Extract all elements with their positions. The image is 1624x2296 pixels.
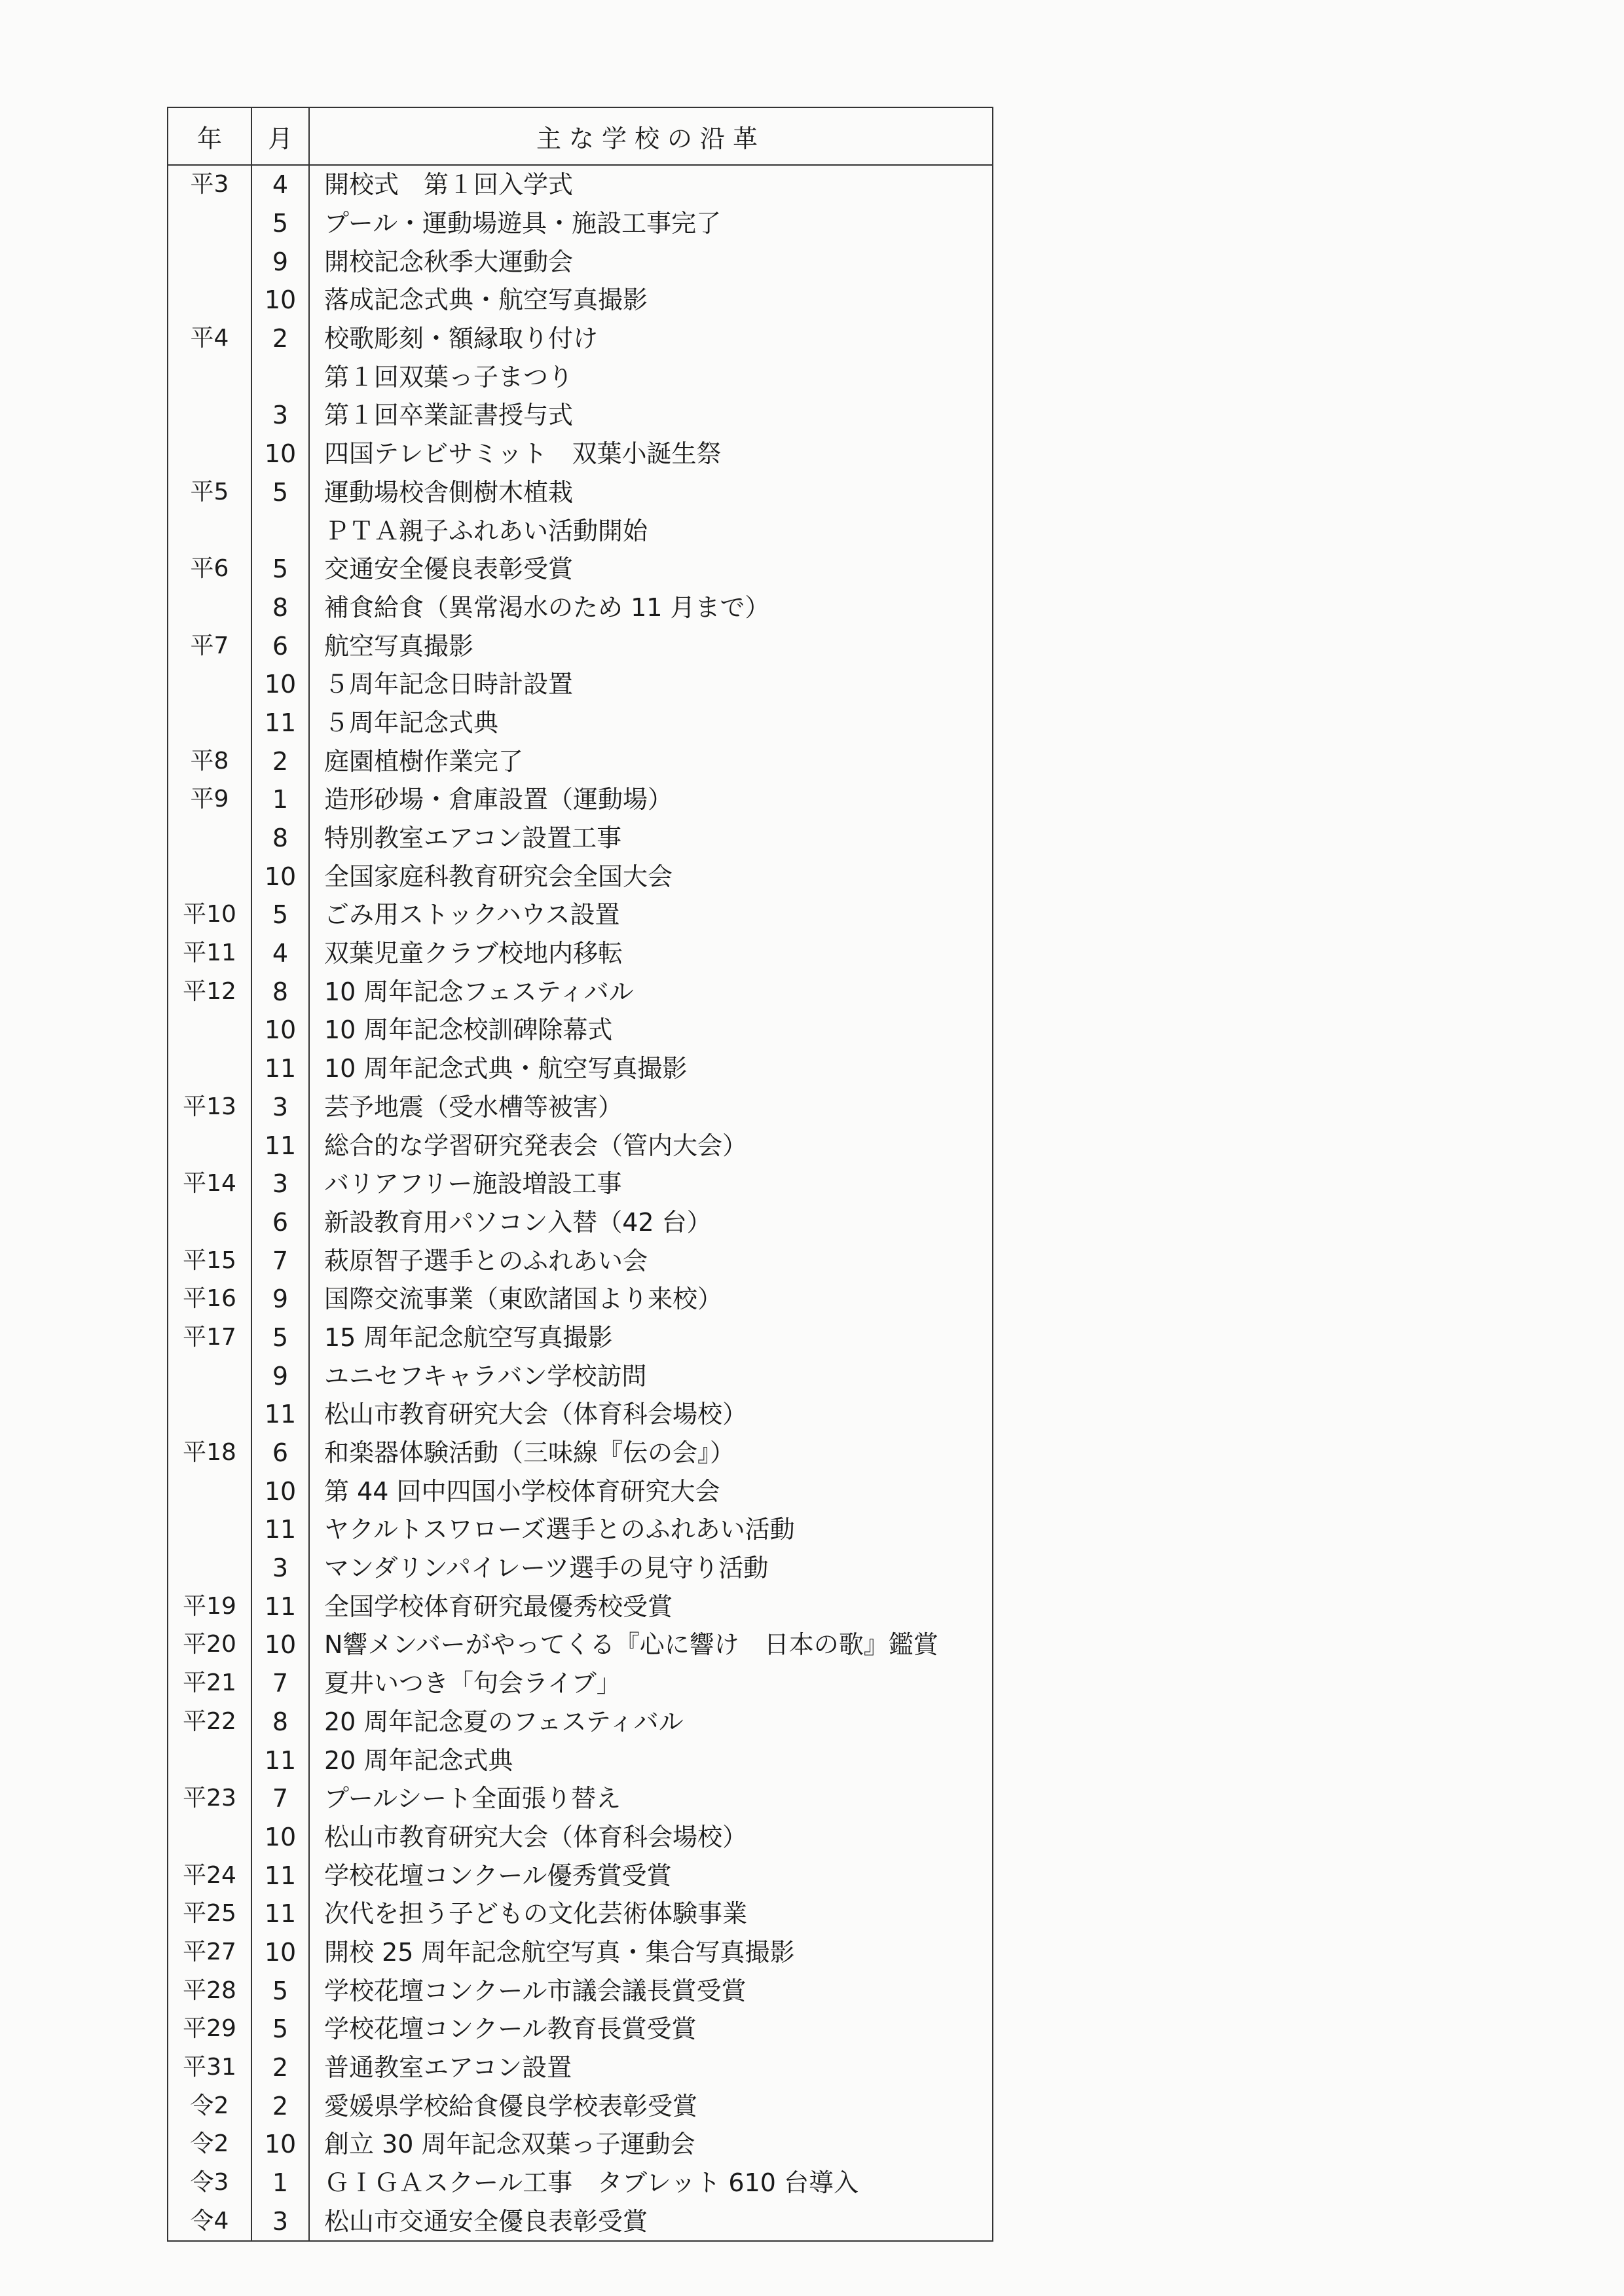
year-cell: 平15 bbox=[183, 1247, 236, 1274]
year-cell: 平19 bbox=[183, 1592, 236, 1620]
year-cell: 平9 bbox=[190, 786, 229, 813]
table-row bbox=[168, 1703, 993, 1741]
event-cell: 新設教育用パソコン入替（42 台） bbox=[309, 1203, 993, 1242]
year-cell: 平25 bbox=[183, 1900, 236, 1927]
year-cell: 平18 bbox=[183, 1439, 236, 1467]
event-cell: 航空写真撮影 bbox=[309, 627, 993, 665]
table-row bbox=[168, 165, 993, 204]
school-history-table bbox=[167, 107, 993, 2242]
year-cell bbox=[168, 1126, 251, 1165]
month-cell: 10 bbox=[251, 1818, 309, 1857]
event-cell: プールシート全面張り替え bbox=[309, 1779, 993, 1818]
year-cell: 平8 bbox=[190, 747, 229, 774]
month-cell: 2 bbox=[251, 2086, 309, 2125]
year-cell bbox=[168, 357, 251, 396]
year-cell: 平11 bbox=[183, 939, 236, 967]
year-cell bbox=[168, 857, 251, 896]
table-row bbox=[168, 1779, 993, 1818]
event-cell: N響メンバーがやってくる『心に響け 日本の歌』鑑賞 bbox=[309, 1626, 993, 1664]
table-row bbox=[168, 1434, 993, 1472]
table-row bbox=[168, 819, 993, 858]
year-cell bbox=[168, 1818, 251, 1857]
year-cell bbox=[168, 396, 251, 435]
event-cell: 開校式 第１回入学式 bbox=[309, 165, 993, 204]
table-row bbox=[168, 242, 993, 281]
event-cell: 萩原智子選手とのふれあい会 bbox=[309, 1241, 993, 1280]
month-cell: 2 bbox=[251, 319, 309, 358]
month-cell: 10 bbox=[251, 281, 309, 319]
event-cell: 愛媛県学校給食優良学校表彰受賞 bbox=[309, 2086, 993, 2125]
year-cell: 平31 bbox=[183, 2054, 236, 2081]
table-row bbox=[168, 319, 993, 358]
event-cell: 双葉児童クラブ校地内移転 bbox=[309, 934, 993, 973]
year-cell bbox=[168, 281, 251, 319]
event-cell: ５周年記念式典 bbox=[309, 704, 993, 742]
year-cell: 平28 bbox=[183, 1977, 236, 2004]
year-cell bbox=[168, 511, 251, 550]
month-cell: 4 bbox=[251, 165, 309, 204]
month-cell: 10 bbox=[251, 857, 309, 896]
month-cell: 10 bbox=[251, 1011, 309, 1049]
event-cell: 全国学校体育研究最優秀校受賞 bbox=[309, 1587, 993, 1626]
month-cell: 10 bbox=[251, 665, 309, 704]
year-cell: 平5 bbox=[190, 478, 229, 505]
year-cell: 平23 bbox=[183, 1785, 236, 1812]
year-cell: 令2 bbox=[190, 2130, 229, 2158]
event-cell: 総合的な学習研究発表会（管内大会） bbox=[309, 1126, 993, 1165]
event-cell: ヤクルトスワローズ選手とのふれあい活動 bbox=[309, 1510, 993, 1549]
event-cell: 20 周年記念式典 bbox=[309, 1741, 993, 1779]
month-cell: 4 bbox=[251, 934, 309, 973]
event-cell: 運動場校舎側樹木植栽 bbox=[309, 473, 993, 512]
month-cell: 11 bbox=[251, 1049, 309, 1088]
table-row bbox=[168, 473, 993, 512]
table-row bbox=[168, 1126, 993, 1165]
year-cell: 平6 bbox=[190, 555, 229, 583]
year-cell bbox=[168, 819, 251, 858]
month-cell: 6 bbox=[251, 1434, 309, 1472]
table-row bbox=[168, 281, 993, 319]
table-row bbox=[168, 1587, 993, 1626]
table-row bbox=[168, 396, 993, 435]
table-row bbox=[168, 1856, 993, 1895]
event-cell: 学校花壇コンクール教育長賞受賞 bbox=[309, 2010, 993, 2049]
month-cell: 2 bbox=[251, 2049, 309, 2087]
table-row bbox=[168, 589, 993, 627]
year-cell bbox=[168, 1357, 251, 1395]
month-cell: 6 bbox=[251, 1203, 309, 1242]
event-cell: 創立 30 周年記念双葉っ子運動会 bbox=[309, 2125, 993, 2164]
table-row bbox=[168, 857, 993, 896]
year-cell bbox=[168, 1549, 251, 1588]
event-cell: 四国テレビサミット 双葉小誕生祭 bbox=[309, 435, 993, 473]
month-cell: 11 bbox=[251, 1395, 309, 1434]
month-cell: 5 bbox=[251, 1971, 309, 2010]
event-cell: 第 44 回中四国小学校体育研究大会 bbox=[309, 1472, 993, 1510]
month-cell: 5 bbox=[251, 896, 309, 934]
event-cell: 校歌彫刻・額縁取り付け bbox=[309, 319, 993, 358]
year-cell bbox=[168, 1203, 251, 1242]
month-cell: 10 bbox=[251, 435, 309, 473]
table-row bbox=[168, 1395, 993, 1434]
month-cell: 8 bbox=[251, 589, 309, 627]
year-cell: 平16 bbox=[183, 1285, 236, 1313]
month-cell: 9 bbox=[251, 1357, 309, 1395]
year-cell: 平27 bbox=[183, 1938, 236, 1965]
month-cell: 9 bbox=[251, 242, 309, 281]
year-cell bbox=[168, 1510, 251, 1549]
table-row bbox=[168, 1319, 993, 1357]
event-cell: 特別教室エアコン設置工事 bbox=[309, 819, 993, 858]
year-cell bbox=[168, 204, 251, 243]
year-cell bbox=[168, 1011, 251, 1049]
event-cell: 和楽器体験活動（三味線『伝の会』） bbox=[309, 1434, 993, 1472]
event-cell: 造形砂場・倉庫設置（運動場） bbox=[309, 780, 993, 819]
month-cell: 8 bbox=[251, 1703, 309, 1741]
event-cell: 開校 25 周年記念航空写真・集合写真撮影 bbox=[309, 1933, 993, 1972]
month-cell: 1 bbox=[251, 780, 309, 819]
month-cell: 11 bbox=[251, 1741, 309, 1779]
month-cell: 3 bbox=[251, 1088, 309, 1127]
year-cell: 令3 bbox=[190, 2169, 229, 2196]
event-cell: 国際交流事業（東欧諸国より来校） bbox=[309, 1280, 993, 1319]
event-cell: 10 周年記念フェスティバル bbox=[309, 972, 993, 1011]
year-cell: 令2 bbox=[190, 2092, 229, 2119]
event-cell: 学校花壇コンクール市議会議長賞受賞 bbox=[309, 1971, 993, 2010]
event-cell: プール・運動場遊具・施設工事完了 bbox=[309, 204, 993, 243]
month-cell: 2 bbox=[251, 742, 309, 780]
month-cell: 11 bbox=[251, 1510, 309, 1549]
year-cell: 平21 bbox=[183, 1669, 236, 1697]
month-cell: 6 bbox=[251, 627, 309, 665]
table-row bbox=[168, 1549, 993, 1588]
year-cell: 令4 bbox=[190, 2207, 229, 2234]
year-cell bbox=[168, 435, 251, 473]
event-cell: ＰＴＡ親子ふれあい活動開始 bbox=[309, 511, 993, 550]
table-row bbox=[168, 1049, 993, 1088]
event-cell: 開校記念秋季大運動会 bbox=[309, 242, 993, 281]
month-cell: 5 bbox=[251, 204, 309, 243]
event-cell: 落成記念式典・航空写真撮影 bbox=[309, 281, 993, 319]
month-cell: 5 bbox=[251, 1319, 309, 1357]
event-cell: 松山市交通安全優良表彰受賞 bbox=[309, 2202, 993, 2241]
table-row bbox=[168, 1818, 993, 1857]
year-cell bbox=[168, 1741, 251, 1779]
table-row bbox=[168, 1933, 993, 1972]
event-cell: 全国家庭科教育研究会全国大会 bbox=[309, 857, 993, 896]
event-cell: 芸予地震（受水槽等被害） bbox=[309, 1088, 993, 1127]
event-cell: ユニセフキャラバン学校訪問 bbox=[309, 1357, 993, 1395]
event-cell: 補食給食（異常渇水のため 11 月まで） bbox=[309, 589, 993, 627]
year-cell: 平22 bbox=[183, 1707, 236, 1735]
table-row bbox=[168, 780, 993, 819]
table-row bbox=[168, 972, 993, 1011]
month-cell: 3 bbox=[251, 1549, 309, 1588]
month-cell: 11 bbox=[251, 1895, 309, 1933]
month-cell: 11 bbox=[251, 1126, 309, 1165]
month-cell: 8 bbox=[251, 819, 309, 858]
table-row bbox=[168, 1241, 993, 1280]
event-cell: ごみ用ストックハウス設置 bbox=[309, 896, 993, 934]
table-row bbox=[168, 2010, 993, 2049]
month-cell: 7 bbox=[251, 1779, 309, 1818]
year-cell: 平29 bbox=[183, 2015, 236, 2043]
event-cell: 10 周年記念校訓碑除幕式 bbox=[309, 1011, 993, 1049]
year-cell: 平20 bbox=[183, 1631, 236, 1658]
event-cell: 10 周年記念式典・航空写真撮影 bbox=[309, 1049, 993, 1088]
table-row bbox=[168, 2049, 993, 2087]
month-cell: 9 bbox=[251, 1280, 309, 1319]
year-cell bbox=[168, 665, 251, 704]
table-row bbox=[168, 1165, 993, 1203]
table-row bbox=[168, 2164, 993, 2202]
year-cell: 平3 bbox=[190, 171, 229, 198]
year-cell: 平24 bbox=[183, 1861, 236, 1889]
month-cell: 8 bbox=[251, 972, 309, 1011]
table-row bbox=[168, 1741, 993, 1779]
year-cell: 平7 bbox=[190, 632, 229, 659]
month-cell: 7 bbox=[251, 1664, 309, 1703]
table-row bbox=[168, 742, 993, 780]
month-cell: 5 bbox=[251, 473, 309, 512]
event-cell: 15 周年記念航空写真撮影 bbox=[309, 1319, 993, 1357]
event-cell: 次代を担う子どもの文化芸術体験事業 bbox=[309, 1895, 993, 1933]
event-cell: ＧＩＧＡスクール工事 タブレット 610 台導入 bbox=[309, 2164, 993, 2202]
table-row bbox=[168, 1203, 993, 1242]
month-cell: 10 bbox=[251, 1472, 309, 1510]
table-row bbox=[168, 1011, 993, 1049]
event-cell: 第１回卒業証書授与式 bbox=[309, 396, 993, 435]
table-body bbox=[168, 165, 993, 2241]
year-cell: 平13 bbox=[183, 1093, 236, 1120]
header-month: 月 bbox=[251, 107, 309, 165]
year-cell: 平4 bbox=[190, 325, 229, 352]
table-row bbox=[168, 1971, 993, 2010]
event-cell: 学校花壇コンクール優秀賞受賞 bbox=[309, 1856, 993, 1895]
event-cell: マンダリンパイレーツ選手の見守り活動 bbox=[309, 1549, 993, 1588]
table-row bbox=[168, 204, 993, 243]
year-cell: 平12 bbox=[183, 977, 236, 1005]
table-row bbox=[168, 511, 993, 550]
header-year: 年 bbox=[168, 107, 251, 165]
event-cell: 普通教室エアコン設置 bbox=[309, 2049, 993, 2087]
table-row bbox=[168, 1357, 993, 1395]
table-row bbox=[168, 1472, 993, 1510]
table-row bbox=[168, 896, 993, 934]
month-cell: 3 bbox=[251, 2202, 309, 2241]
month-cell bbox=[251, 511, 309, 550]
month-cell: 7 bbox=[251, 1241, 309, 1280]
month-cell: 10 bbox=[251, 2125, 309, 2164]
table-row bbox=[168, 1510, 993, 1549]
table-row bbox=[168, 2086, 993, 2125]
year-cell bbox=[168, 589, 251, 627]
month-cell: 3 bbox=[251, 1165, 309, 1203]
event-cell: 夏井いつき「句会ライブ」 bbox=[309, 1664, 993, 1703]
month-cell bbox=[251, 357, 309, 396]
event-cell: 20 周年記念夏のフェスティバル bbox=[309, 1703, 993, 1741]
month-cell: 5 bbox=[251, 2010, 309, 2049]
event-cell: ５周年記念日時計設置 bbox=[309, 665, 993, 704]
month-cell: 10 bbox=[251, 1626, 309, 1664]
table-row bbox=[168, 2125, 993, 2164]
table-row bbox=[168, 627, 993, 665]
month-cell: 10 bbox=[251, 1933, 309, 1972]
event-cell: 庭園植樹作業完了 bbox=[309, 742, 993, 780]
year-cell: 平17 bbox=[183, 1323, 236, 1351]
event-cell: 第１回双葉っ子まつり bbox=[309, 357, 993, 396]
event-cell: 交通安全優良表彰受賞 bbox=[309, 550, 993, 589]
month-cell: 3 bbox=[251, 396, 309, 435]
table-row bbox=[168, 1895, 993, 1933]
year-cell bbox=[168, 1472, 251, 1510]
event-cell: 松山市教育研究大会（体育科会場校） bbox=[309, 1818, 993, 1857]
header-row bbox=[168, 107, 993, 165]
table-row bbox=[168, 1626, 993, 1664]
event-cell: バリアフリー施設増設工事 bbox=[309, 1165, 993, 1203]
table-row bbox=[168, 934, 993, 973]
year-cell: 平10 bbox=[183, 901, 236, 928]
table-row bbox=[168, 550, 993, 589]
table-row bbox=[168, 357, 993, 396]
table-row bbox=[168, 2202, 993, 2241]
year-cell bbox=[168, 1395, 251, 1434]
table-row bbox=[168, 435, 993, 473]
table-row bbox=[168, 704, 993, 742]
month-cell: 11 bbox=[251, 1856, 309, 1895]
year-cell: 平14 bbox=[183, 1170, 236, 1197]
event-cell: 松山市教育研究大会（体育科会場校） bbox=[309, 1395, 993, 1434]
year-cell bbox=[168, 242, 251, 281]
month-cell: 1 bbox=[251, 2164, 309, 2202]
table-row bbox=[168, 1088, 993, 1127]
table-row bbox=[168, 1280, 993, 1319]
table-row bbox=[168, 665, 993, 704]
year-cell bbox=[168, 1049, 251, 1088]
month-cell: 11 bbox=[251, 704, 309, 742]
month-cell: 11 bbox=[251, 1587, 309, 1626]
month-cell: 5 bbox=[251, 550, 309, 589]
year-cell bbox=[168, 704, 251, 742]
header-event: 主な学校の沿革 bbox=[309, 107, 993, 165]
table-header bbox=[168, 107, 993, 165]
table-row bbox=[168, 1664, 993, 1703]
